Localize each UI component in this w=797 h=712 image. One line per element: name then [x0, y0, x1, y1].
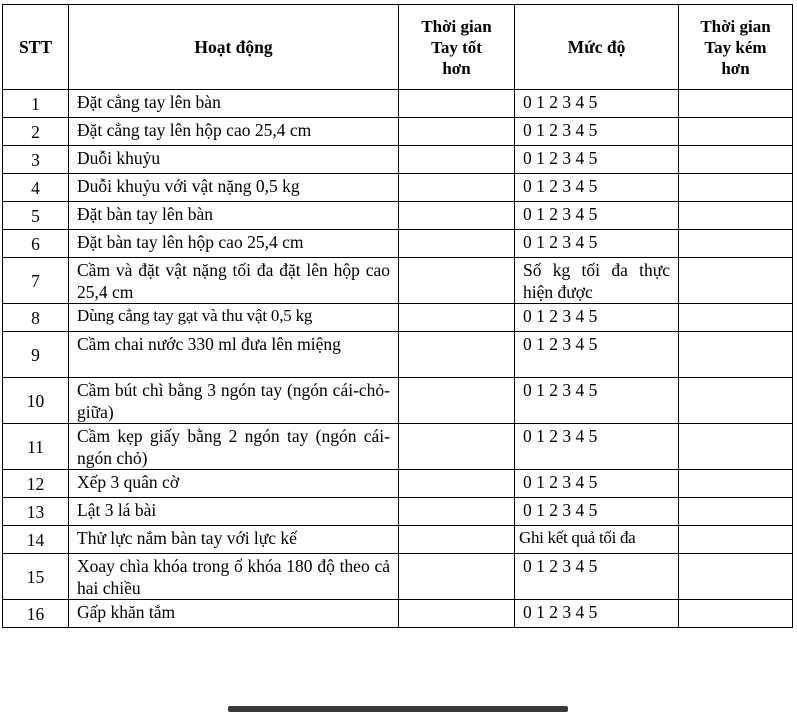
header-time-worse-line2: Tay kém — [704, 37, 767, 57]
row-activity: Xếp 3 quân cờ — [69, 470, 399, 498]
row-time-worse-cell — [679, 118, 793, 146]
table-row — [3, 230, 793, 258]
table-row — [3, 600, 793, 628]
row-time-better-cell — [399, 90, 515, 118]
row-stt: 11 — [3, 424, 69, 470]
row-stt: 6 — [3, 230, 69, 258]
row-time-worse-cell — [679, 470, 793, 498]
row-time-better-cell — [399, 526, 515, 554]
header-time-worse — [679, 5, 793, 90]
row-level: 0 1 2 3 4 5 — [515, 146, 679, 174]
row-level: Số kg tối đa thực hiện được — [515, 258, 679, 304]
header-time-better-line1: Thời gian — [421, 16, 492, 36]
row-stt: 4 — [3, 174, 69, 202]
row-time-better-cell — [399, 174, 515, 202]
row-level: 0 1 2 3 4 5 — [515, 118, 679, 146]
row-stt: 13 — [3, 498, 69, 526]
table-row — [3, 498, 793, 526]
row-time-better-cell — [399, 202, 515, 230]
row-time-better-cell — [399, 118, 515, 146]
row-level: 0 1 2 3 4 5 — [515, 470, 679, 498]
row-time-worse-cell — [679, 174, 793, 202]
row-level: 0 1 2 3 4 5 — [515, 378, 679, 424]
row-time-better-cell — [399, 424, 515, 470]
row-activity: Lật 3 lá bài — [69, 498, 399, 526]
header-time-worse-line1: Thời gian — [700, 16, 771, 36]
row-activity: Xoay chìa khóa trong ổ khóa 180 độ theo cả hai chiều — [69, 554, 399, 600]
table-row — [3, 146, 793, 174]
row-stt: 2 — [3, 118, 69, 146]
table-row — [3, 118, 793, 146]
table-row — [3, 470, 793, 498]
header-level: Mức độ — [515, 5, 679, 90]
table-row — [3, 202, 793, 230]
row-time-better-cell — [399, 498, 515, 526]
table-row — [3, 90, 793, 118]
row-level: 0 1 2 3 4 5 — [515, 554, 679, 600]
row-time-better-cell — [399, 600, 515, 628]
row-time-worse-cell — [679, 526, 793, 554]
row-stt: 16 — [3, 600, 69, 628]
row-activity: Đặt bàn tay lên hộp cao 25,4 cm — [69, 230, 399, 258]
table-row — [3, 378, 793, 424]
table-row — [3, 304, 793, 332]
row-stt: 8 — [3, 304, 69, 332]
row-time-better-cell — [399, 470, 515, 498]
row-activity: Cầm và đặt vật nặng tối đa đặt lên hộp cao 25,4 cm — [69, 258, 399, 304]
table-row — [3, 526, 793, 554]
table-row — [3, 554, 793, 600]
assessment-table — [2, 4, 793, 628]
row-time-worse-cell — [679, 304, 793, 332]
header-stt: STT — [3, 5, 69, 90]
row-activity: Gấp khăn tắm — [69, 600, 399, 628]
header-row — [3, 5, 793, 90]
row-time-worse-cell — [679, 600, 793, 628]
row-activity: Duỗi khuỷu — [69, 146, 399, 174]
row-stt: 7 — [3, 258, 69, 304]
header-time-better — [399, 5, 515, 90]
row-level: 0 1 2 3 4 5 — [515, 90, 679, 118]
row-activity: Đặt bàn tay lên bàn — [69, 202, 399, 230]
header-time-worse-line3: hơn — [721, 58, 750, 78]
row-stt: 15 — [3, 554, 69, 600]
row-time-better-cell — [399, 146, 515, 174]
row-time-worse-cell — [679, 230, 793, 258]
row-level: 0 1 2 3 4 5 — [515, 230, 679, 258]
row-time-worse-cell — [679, 554, 793, 600]
row-level: 0 1 2 3 4 5 — [515, 332, 679, 378]
row-stt: 12 — [3, 470, 69, 498]
row-time-worse-cell — [679, 424, 793, 470]
row-time-worse-cell — [679, 90, 793, 118]
header-time-better-line3: hơn — [442, 58, 471, 78]
row-activity: Thử lực nắm bàn tay với lực kế — [69, 526, 399, 554]
row-time-worse-cell — [679, 202, 793, 230]
table-row — [3, 258, 793, 304]
table-row — [3, 174, 793, 202]
row-level: 0 1 2 3 4 5 — [515, 304, 679, 332]
row-time-worse-cell — [679, 378, 793, 424]
row-activity: Cầm kẹp giấy bằng 2 ngón tay (ngón cái-ngón chỏ) — [69, 424, 399, 470]
row-time-better-cell — [399, 554, 515, 600]
row-time-better-cell — [399, 304, 515, 332]
row-activity: Cầm chai nước 330 ml đưa lên miệng — [69, 332, 399, 378]
row-time-worse-cell — [679, 258, 793, 304]
row-time-worse-cell — [679, 498, 793, 526]
row-time-worse-cell — [679, 146, 793, 174]
row-stt: 10 — [3, 378, 69, 424]
header-time-better-line2: Tay tốt — [431, 37, 482, 57]
row-time-worse-cell — [679, 332, 793, 378]
row-level: 0 1 2 3 4 5 — [515, 424, 679, 470]
row-level: Ghi kết quả tối đa — [515, 526, 679, 554]
bottom-scroll-bar — [228, 706, 568, 712]
table-row — [3, 424, 793, 470]
row-time-better-cell — [399, 230, 515, 258]
row-stt: 14 — [3, 526, 69, 554]
row-level: 0 1 2 3 4 5 — [515, 498, 679, 526]
row-level: 0 1 2 3 4 5 — [515, 600, 679, 628]
row-stt: 1 — [3, 90, 69, 118]
row-activity: Đặt cẳng tay lên hộp cao 25,4 cm — [69, 118, 399, 146]
row-time-better-cell — [399, 258, 515, 304]
row-time-better-cell — [399, 378, 515, 424]
row-activity: Dùng cẳng tay gạt và thu vật 0,5 kg — [69, 304, 399, 332]
row-stt: 5 — [3, 202, 69, 230]
row-time-better-cell — [399, 332, 515, 378]
row-level: 0 1 2 3 4 5 — [515, 202, 679, 230]
row-activity: Cầm bút chì bằng 3 ngón tay (ngón cái-chỏ-giữa) — [69, 378, 399, 424]
table-row — [3, 332, 793, 378]
header-activity: Hoạt động — [69, 5, 399, 90]
row-stt: 3 — [3, 146, 69, 174]
row-level: 0 1 2 3 4 5 — [515, 174, 679, 202]
row-activity: Duỗi khuỷu với vật nặng 0,5 kg — [69, 174, 399, 202]
row-activity: Đặt cẳng tay lên bàn — [69, 90, 399, 118]
row-stt: 9 — [3, 332, 69, 378]
